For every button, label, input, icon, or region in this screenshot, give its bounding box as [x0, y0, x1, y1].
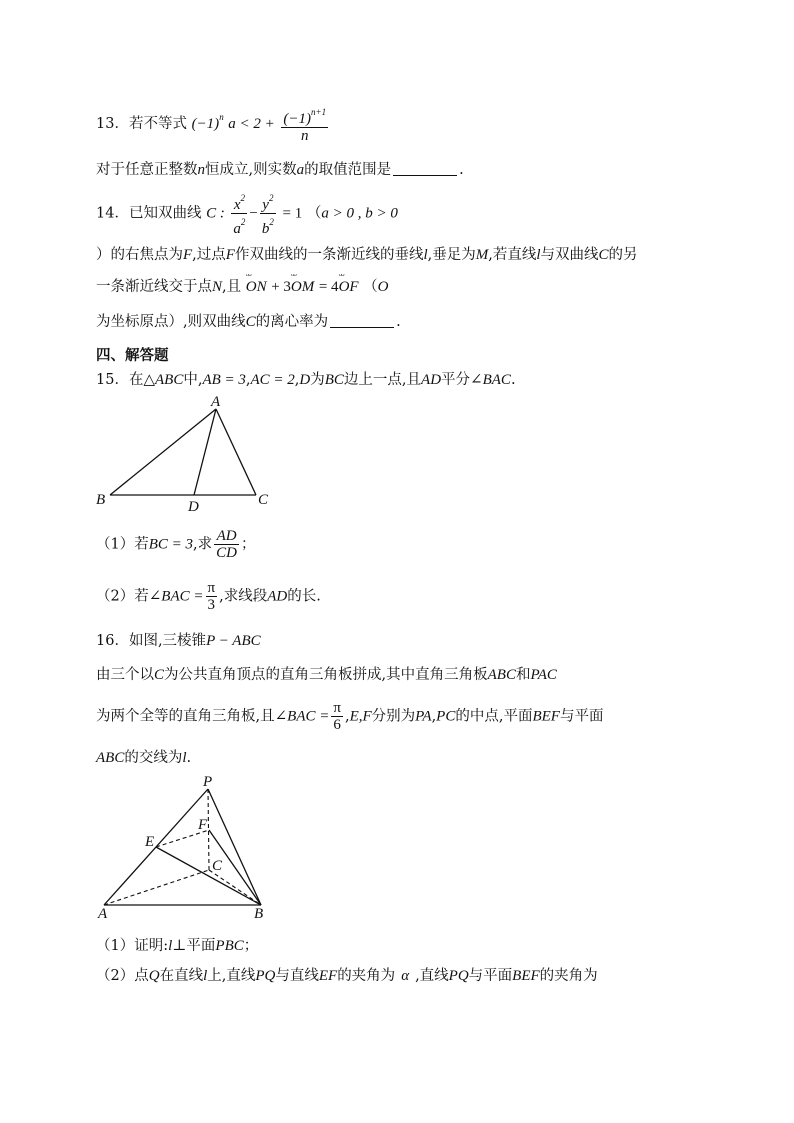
- q13-number: 13．: [96, 116, 129, 132]
- q14-frac-x: $\frac{x^2}{a^2}$: [231, 190, 247, 237]
- q16-line3: 为两个全等的直角三角板,且∠BAC = $\frac{\pi}{6}$ ,E,F分别为PA,PC的中点,平面BEF与平面: [96, 700, 604, 733]
- q15-label-b: B: [96, 492, 106, 508]
- q16-pyramid-figure: [0, 770, 794, 930]
- section-heading: 四、解答题: [96, 348, 169, 364]
- q14-line4: 为坐标原点）,则双曲线C的离心率为 .: [96, 314, 401, 330]
- q14-line3: 一条渐近线交于点N,且 ᴗᴗ ON + 3ᴗᴗ OM = 4ᴗᴗ OF （O: [96, 275, 389, 296]
- q15-part1: （1）若BC = 3,求 $\frac{AD}{CD}$ ；: [96, 528, 256, 561]
- q13-line2: 对于任意正整数n恒成立,则实数a的取值范围是 .: [96, 162, 464, 178]
- q16-edge-pc: [208, 789, 209, 870]
- q16-part2: （2）点Q在直线l上,直线PQ与直线EF的夹角为 α ,直线PQ与平面BEF的夹角为: [96, 968, 598, 984]
- q15-side-ac: [216, 409, 256, 495]
- q16-label-c: C: [212, 858, 223, 874]
- q13-fraction: $\frac{(-1)^{n+1}}{n}$: [281, 104, 328, 144]
- q14-answer-blank: [330, 313, 394, 328]
- q15-bisector-ad: [194, 409, 216, 495]
- q16-line1: 16．如图,三棱锥P − ABC: [96, 633, 261, 649]
- q15-label-a: A: [211, 394, 221, 410]
- q16-label-p: P: [203, 774, 213, 790]
- q15-part2: （2）若∠BAC = $\frac{\pi}{3}$ ,求线段AD的长.: [96, 580, 321, 613]
- q15-line1: 15．在△ABC中,AB = 3,AC = 2,D为BC边上一点,且AD平分∠BAC.: [96, 372, 516, 388]
- q14-frac-y: $\frac{y^2}{b^2}$: [260, 190, 276, 237]
- q15-angle-fraction: $\frac{\pi}{3}$: [207, 580, 216, 613]
- q16-label-a: A: [98, 906, 108, 922]
- q15-label-d: D: [188, 499, 199, 515]
- q13-line1: [96, 104, 330, 144]
- q16-part1: （1）证明:l⊥平面PBC；: [96, 938, 259, 954]
- q16-label-b: B: [254, 906, 264, 922]
- q15-ratio-fraction: $\frac{AD}{CD}$: [216, 528, 237, 561]
- q16-line2: 由三个以C为公共直角顶点的直角三角板拼成,其中直角三角板ABC和PAC: [96, 667, 557, 683]
- q15-label-c: C: [258, 492, 269, 508]
- q16-label-e: E: [145, 834, 155, 850]
- q15-triangle-figure: [0, 392, 794, 522]
- q13-term2: a < 2 +: [228, 116, 275, 132]
- q16-angle-fraction: $\frac{\pi}{6}$: [333, 700, 341, 733]
- q16-label-f: F: [198, 817, 208, 833]
- q13-prefix: 若不等式: [128, 116, 187, 132]
- q14-line2: ）的右焦点为F,过点F作双曲线的一条渐近线的垂线l,垂足为M,若直线l与双曲线C的另: [96, 247, 638, 263]
- q13-answer-blank: [393, 161, 457, 176]
- q16-line4: ABC的交线为l.: [96, 750, 192, 766]
- q14-line1: 14．已知双曲线 C : $\frac{x^2}{a^2}$ − $\frac{y^2}{b^2}$ = 1 （a > 0 , b > 0: [96, 190, 398, 237]
- q13-term1: $(-1)^n$: [191, 112, 224, 132]
- q15-side-ab: [110, 409, 216, 495]
